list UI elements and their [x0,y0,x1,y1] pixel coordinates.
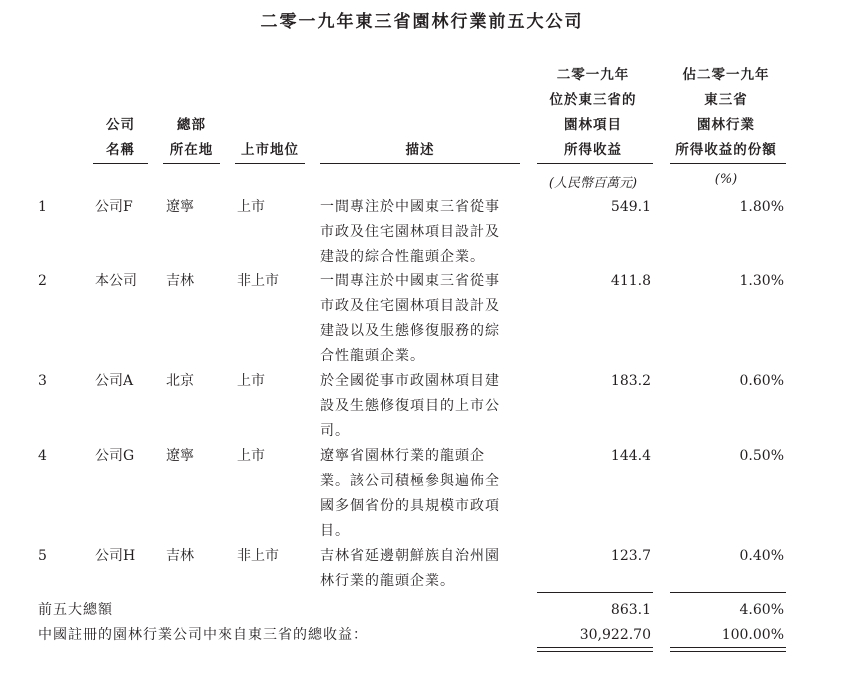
header-line: 所在地 [169,142,214,158]
subtotal-rule-share [670,592,786,593]
desc-line: 司。 [320,423,350,439]
desc-line: 國多個省份的具規模市政項 [320,498,500,514]
row-share: 0.50% [739,448,784,464]
header-revenue [533,63,653,163]
row-description [320,444,525,544]
header-line: 所得收益 [564,142,622,158]
row-share: 0.40% [739,548,784,564]
top5-total-revenue: 863.1 [610,602,651,618]
row-rank: 1 [38,199,47,215]
row-headquarters: 遼寧 [166,199,194,215]
header-company-name [93,113,148,163]
row-listing-status: 上市 [237,199,265,215]
row-headquarters: 吉林 [166,548,194,564]
header-rule-revenue [537,163,653,164]
desc-line: 建設以及生態修復服務的綜 [320,323,500,339]
header-line: 描述 [405,142,435,158]
row-rank: 4 [38,448,47,464]
row-company-name: 公司H [95,548,136,564]
row-description [320,369,525,444]
header-rule-share [670,163,786,164]
header-line: 公司 [106,117,135,133]
row-rank: 2 [38,273,47,289]
total-double-rule-share [670,647,786,652]
row-revenue: 549.1 [610,199,651,215]
header-listing-status [235,138,305,163]
page-title: 二零一九年東三省園林行業前五大公司 [260,12,584,32]
row-company-name: 公司F [95,199,133,215]
row-rank: 5 [38,548,47,564]
desc-line: 市政及住宅園林項目設計及 [320,298,500,314]
header-rule-listing [235,163,305,164]
header-line: 總部 [177,117,206,133]
grand-total-revenue: 30,922.70 [579,627,651,643]
desc-line: 林行業的龍頭企業。 [320,573,455,589]
header-line: 園林項目 [564,117,622,133]
desc-line: 市政及住宅園林項目設計及 [320,224,500,240]
header-rule-description [320,163,520,164]
header-line: 東三省 [704,92,748,108]
desc-line: 目。 [320,523,350,539]
header-headquarters [163,113,220,163]
header-line: 園林行業 [697,117,755,133]
header-rule-name [93,163,148,164]
row-revenue: 123.7 [610,548,651,564]
grand-total-share: 100.00% [721,627,784,643]
row-share: 0.60% [739,373,784,389]
desc-line: 建設的綜合性龍頭企業。 [320,249,485,265]
total-double-rule-revenue [537,647,653,652]
revenue-unit: (人民幣百萬元) [548,176,638,191]
row-headquarters: 遼寧 [166,448,194,464]
row-revenue: 183.2 [610,373,651,389]
row-company-name: 公司A [95,373,134,389]
header-line: 所得收益的份額 [675,142,777,158]
desc-line: 一間專注於中國東三省從事 [320,199,500,215]
header-line: 二零一九年 [556,67,630,83]
row-listing-status: 上市 [237,373,265,389]
header-market-share [666,63,786,163]
header-description [320,138,520,163]
desc-line: 遼寧省園林行業的龍頭企 [320,448,485,464]
row-listing-status: 非上市 [237,273,279,289]
desc-line: 設及生態修復項目的上市公 [320,398,500,414]
grand-total-label: 中國註冊的園林行業公司中來自東三省的總收益： [38,627,368,643]
row-share: 1.30% [739,273,784,289]
top5-total-label: 前五大總額 [38,602,113,618]
row-description [320,269,525,369]
row-company-name: 公司G [95,448,135,464]
row-share: 1.80% [739,199,784,215]
row-description [320,544,525,594]
row-headquarters: 北京 [166,373,194,389]
header-line: 上市地位 [241,142,299,158]
desc-line: 業。該公司積極參與遍佈全 [320,473,500,489]
row-listing-status: 上市 [237,448,265,464]
row-revenue: 144.4 [610,448,651,464]
subtotal-rule-revenue [537,592,653,593]
desc-line: 於全國從事市政園林項目建 [320,373,500,389]
top5-total-share: 4.60% [739,602,784,618]
header-line: 位於東三省的 [549,92,637,108]
row-listing-status: 非上市 [237,548,279,564]
row-revenue: 411.8 [610,273,651,289]
header-line: 佔二零一九年 [682,67,770,83]
share-unit: (%) [714,172,738,187]
row-company-name: 本公司 [95,273,137,289]
row-headquarters: 吉林 [166,273,194,289]
header-line: 名稱 [106,142,135,158]
desc-line: 吉林省延邊朝鮮族自治州園 [320,548,500,564]
desc-line: 一間專注於中國東三省從事 [320,273,500,289]
row-rank: 3 [38,373,47,389]
row-description [320,195,525,270]
header-rule-hq [163,163,220,164]
desc-line: 合性龍頭企業。 [320,348,425,364]
